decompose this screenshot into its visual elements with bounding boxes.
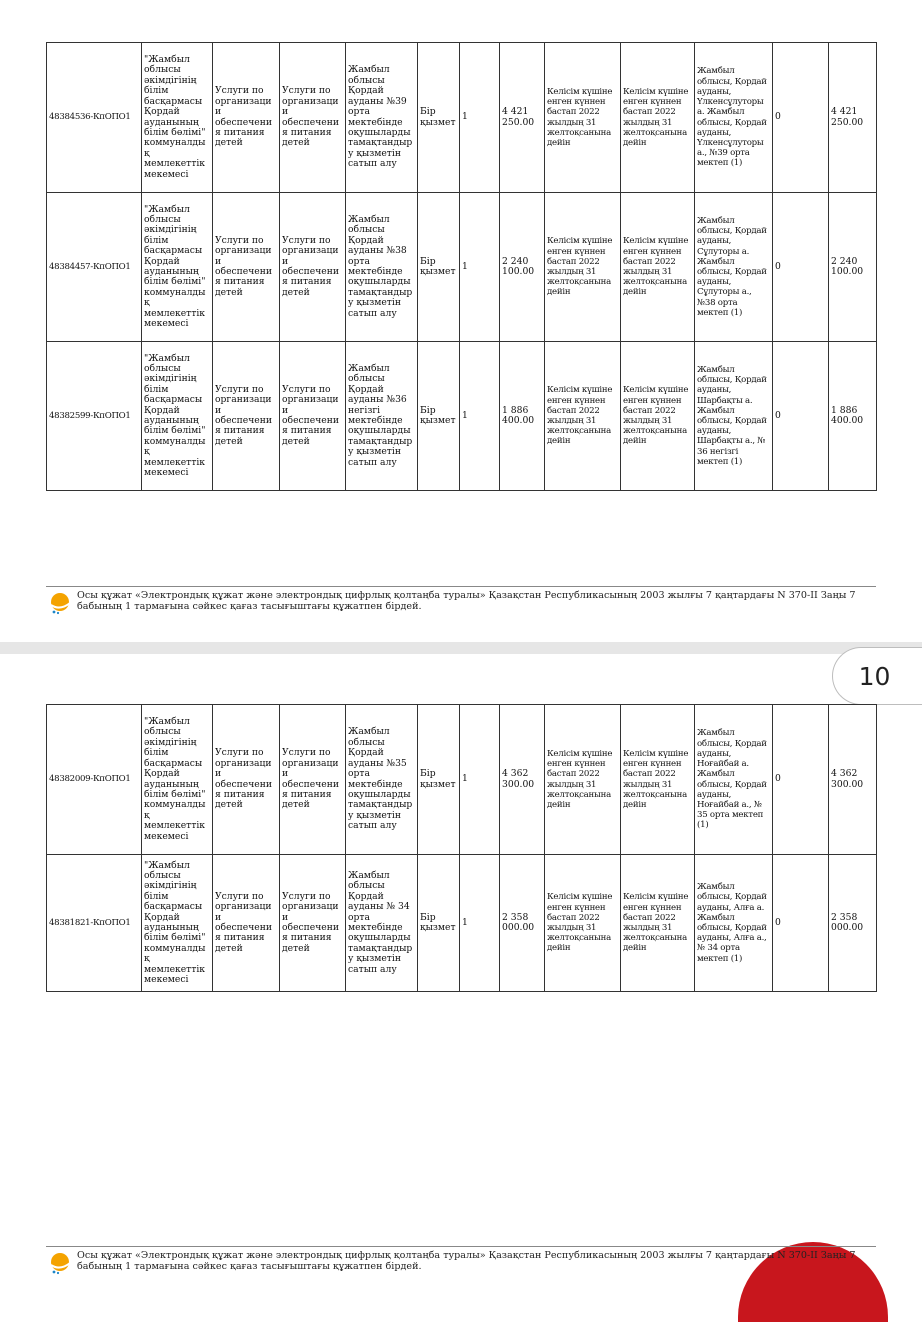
service-short-cell: Услуги по организации обеспечения питания детей bbox=[280, 855, 346, 992]
page-number-badge: 10 bbox=[832, 647, 922, 705]
customer-cell: "Жамбыл облысы әкімдігінің білім басқармасы Қордай ауданының білім бөлімі" коммуналдық мемлекеттік мекемесі bbox=[142, 855, 213, 992]
delivery-place-cell: Жамбыл облысы, Қордай ауданы, Алға а. Жамбыл облысы, Қордай ауданы, Алға а., № 34 орта мектеп (1) bbox=[695, 855, 773, 992]
term-from-cell: Келісім күшіне енген күннен бастап 2022 жылдың 31 желтоқсанына дейін bbox=[545, 193, 621, 342]
table-row bbox=[47, 193, 877, 342]
footer-divider bbox=[46, 586, 876, 587]
price-cell: 1 886 400.00 bbox=[500, 342, 545, 491]
service-short-cell: Услуги по организации обеспечения питания детей bbox=[280, 43, 346, 193]
advance-cell: 0 bbox=[773, 193, 829, 342]
lot-code-cell: 48382009-КпОПО1 bbox=[47, 705, 142, 855]
service-short-cell: Услуги по организации обеспечения питания детей bbox=[280, 705, 346, 855]
customer-cell: "Жамбыл облысы әкімдігінің білім басқармасы Қордай ауданының білім бөлімі" коммуналдық мемлекеттік мекемесі bbox=[142, 342, 213, 491]
term-from-cell: Келісім күшіне енген күннен бастап 2022 жылдың 31 желтоқсанына дейін bbox=[545, 43, 621, 193]
price-cell: 4 362 300.00 bbox=[500, 705, 545, 855]
procurement-table-page-1 bbox=[46, 42, 877, 491]
term-from-cell: Келісім күшіне енген күннен бастап 2022 жылдың 31 желтоқсанына дейін bbox=[545, 342, 621, 491]
delivery-place-cell: Жамбыл облысы, Қордай ауданы, Шарбақты а. Жамбыл облысы, Қордай ауданы, Шарбақты а., № 36 негізгі мектеп (1) bbox=[695, 342, 773, 491]
term-from-cell: Келісім күшіне енген күннен бастап 2022 жылдың 31 желтоқсанына дейін bbox=[545, 855, 621, 992]
customer-cell: "Жамбыл облысы әкімдігінің білім басқармасы Қордай ауданының білім бөлімі" коммуналдық мемлекеттік мекемесі bbox=[142, 705, 213, 855]
price-cell: 2 358 000.00 bbox=[500, 855, 545, 992]
egov-sun-logo-icon bbox=[49, 591, 73, 615]
unit-cell: Бір қызмет bbox=[418, 705, 460, 855]
advance-cell: 0 bbox=[773, 705, 829, 855]
quantity-cell: 1 bbox=[460, 855, 500, 992]
advance-cell: 0 bbox=[773, 43, 829, 193]
service-name-cell: Услуги по организации обеспечения питания детей bbox=[213, 193, 280, 342]
advance-cell: 0 bbox=[773, 342, 829, 491]
service-short-cell: Услуги по организации обеспечения питания детей bbox=[280, 193, 346, 342]
delivery-place-cell: Жамбыл облысы, Қордай ауданы, Үлкенсұлуторы а. Жамбыл облысы, Қордай ауданы, Үлкенсұлуторы а., №39 орта мектеп (1) bbox=[695, 43, 773, 193]
lot-code-cell: 48384536-КпОПО1 bbox=[47, 43, 142, 193]
unit-cell: Бір қызмет bbox=[418, 193, 460, 342]
term-to-cell: Келісім күшіне енген күннен бастап 2022 жылдың 31 желтоқсанына дейін bbox=[621, 193, 695, 342]
service-name-cell: Услуги по организации обеспечения питания детей bbox=[213, 43, 280, 193]
term-from-cell: Келісім күшіне енген күннен бастап 2022 жылдың 31 желтоқсанына дейін bbox=[545, 705, 621, 855]
term-to-cell: Келісім күшіне енген күннен бастап 2022 жылдың 31 желтоқсанына дейін bbox=[621, 342, 695, 491]
description-cell: Жамбыл облысы Қордай ауданы № 34 орта мектебінде оқушыларды тамақтандыру қызметін сатып алу bbox=[346, 855, 418, 992]
lot-code-cell: 48382599-КпОПО1 bbox=[47, 342, 142, 491]
unit-cell: Бір қызмет bbox=[418, 43, 460, 193]
quantity-cell: 1 bbox=[460, 705, 500, 855]
page-separator bbox=[0, 642, 922, 654]
total-cell: 4 362 300.00 bbox=[829, 705, 877, 855]
customer-cell: "Жамбыл облысы әкімдігінің білім басқармасы Қордай ауданының білім бөлімі" коммуналдық мемлекеттік мекемесі bbox=[142, 193, 213, 342]
delivery-place-cell: Жамбыл облысы, Қордай ауданы, Сұлуторы а. Жамбыл облысы, Қордай ауданы, Сұлуторы а., №38 орта мектеп (1) bbox=[695, 193, 773, 342]
procurement-table-page-2 bbox=[46, 704, 877, 992]
document-page-2 bbox=[0, 654, 922, 1280]
table-row bbox=[47, 855, 877, 992]
lot-code-cell: 48381821-КпОПО1 bbox=[47, 855, 142, 992]
table-row bbox=[47, 705, 877, 855]
price-cell: 2 240 100.00 bbox=[500, 193, 545, 342]
egov-sun-logo-icon bbox=[49, 1251, 73, 1275]
table-row bbox=[47, 43, 877, 193]
unit-cell: Бір қызмет bbox=[418, 855, 460, 992]
footer-legal-text: Осы құжат «Электрондық құжат және электрондық цифрлық қолтаңба туралы» Қазақстан Республикасының 2003 жылғы 7 қаңтардағы N 370-II Заңы 7 бабының 1 тармағына сәйкес қағаз тасығыштағы құжатпен бірдей. bbox=[77, 590, 856, 612]
total-cell: 4 421 250.00 bbox=[829, 43, 877, 193]
service-name-cell: Услуги по организации обеспечения питания детей bbox=[213, 855, 280, 992]
service-short-cell: Услуги по организации обеспечения питания детей bbox=[280, 342, 346, 491]
customer-cell: "Жамбыл облысы әкімдігінің білім басқармасы Қордай ауданының білім бөлімі" коммуналдық мемлекеттік мекемесі bbox=[142, 43, 213, 193]
delivery-place-cell: Жамбыл облысы, Қордай ауданы, Ноғайбай а. Жамбыл облысы, Қордай ауданы, Ноғайбай а., № 35 орта мектеп (1) bbox=[695, 705, 773, 855]
quantity-cell: 1 bbox=[460, 342, 500, 491]
description-cell: Жамбыл облысы Қордай ауданы №36 негізгі мектебінде оқушыларды тамақтандыру қызметін сатып алу bbox=[346, 342, 418, 491]
description-cell: Жамбыл облысы Қордай ауданы №35 орта мектебінде оқушыларды тамақтандыру қызметін сатып алу bbox=[346, 705, 418, 855]
description-cell: Жамбыл облысы Қордай ауданы №38 орта мектебінде оқушыларды тамақтандыру қызметін сатып алу bbox=[346, 193, 418, 342]
total-cell: 2 358 000.00 bbox=[829, 855, 877, 992]
unit-cell: Бір қызмет bbox=[418, 342, 460, 491]
term-to-cell: Келісім күшіне енген күннен бастап 2022 жылдың 31 желтоқсанына дейін bbox=[621, 705, 695, 855]
table-row bbox=[47, 342, 877, 491]
total-cell: 2 240 100.00 bbox=[829, 193, 877, 342]
term-to-cell: Келісім күшіне енген күннен бастап 2022 жылдың 31 желтоқсанына дейін bbox=[621, 43, 695, 193]
footer-divider bbox=[46, 1246, 876, 1247]
total-cell: 1 886 400.00 bbox=[829, 342, 877, 491]
advance-cell: 0 bbox=[773, 855, 829, 992]
quantity-cell: 1 bbox=[460, 43, 500, 193]
service-name-cell: Услуги по организации обеспечения питания детей bbox=[213, 342, 280, 491]
description-cell: Жамбыл облысы Қордай ауданы №39 орта мектебінде оқушыларды тамақтандыру қызметін сатып алу bbox=[346, 43, 418, 193]
footer-legal-text: Осы құжат «Электрондық құжат және электрондық цифрлық қолтаңба туралы» Қазақстан Республикасының 2003 жылғы 7 қаңтардағы N 370-II Заңы 7 бабының 1 тармағына сәйкес қағаз тасығыштағы құжатпен бірдей. bbox=[77, 1250, 856, 1272]
document-page-1 bbox=[0, 0, 922, 642]
term-to-cell: Келісім күшіне енген күннен бастап 2022 жылдың 31 желтоқсанына дейін bbox=[621, 855, 695, 992]
service-name-cell: Услуги по организации обеспечения питания детей bbox=[213, 705, 280, 855]
lot-code-cell: 48384457-КпОПО1 bbox=[47, 193, 142, 342]
price-cell: 4 421 250.00 bbox=[500, 43, 545, 193]
quantity-cell: 1 bbox=[460, 193, 500, 342]
